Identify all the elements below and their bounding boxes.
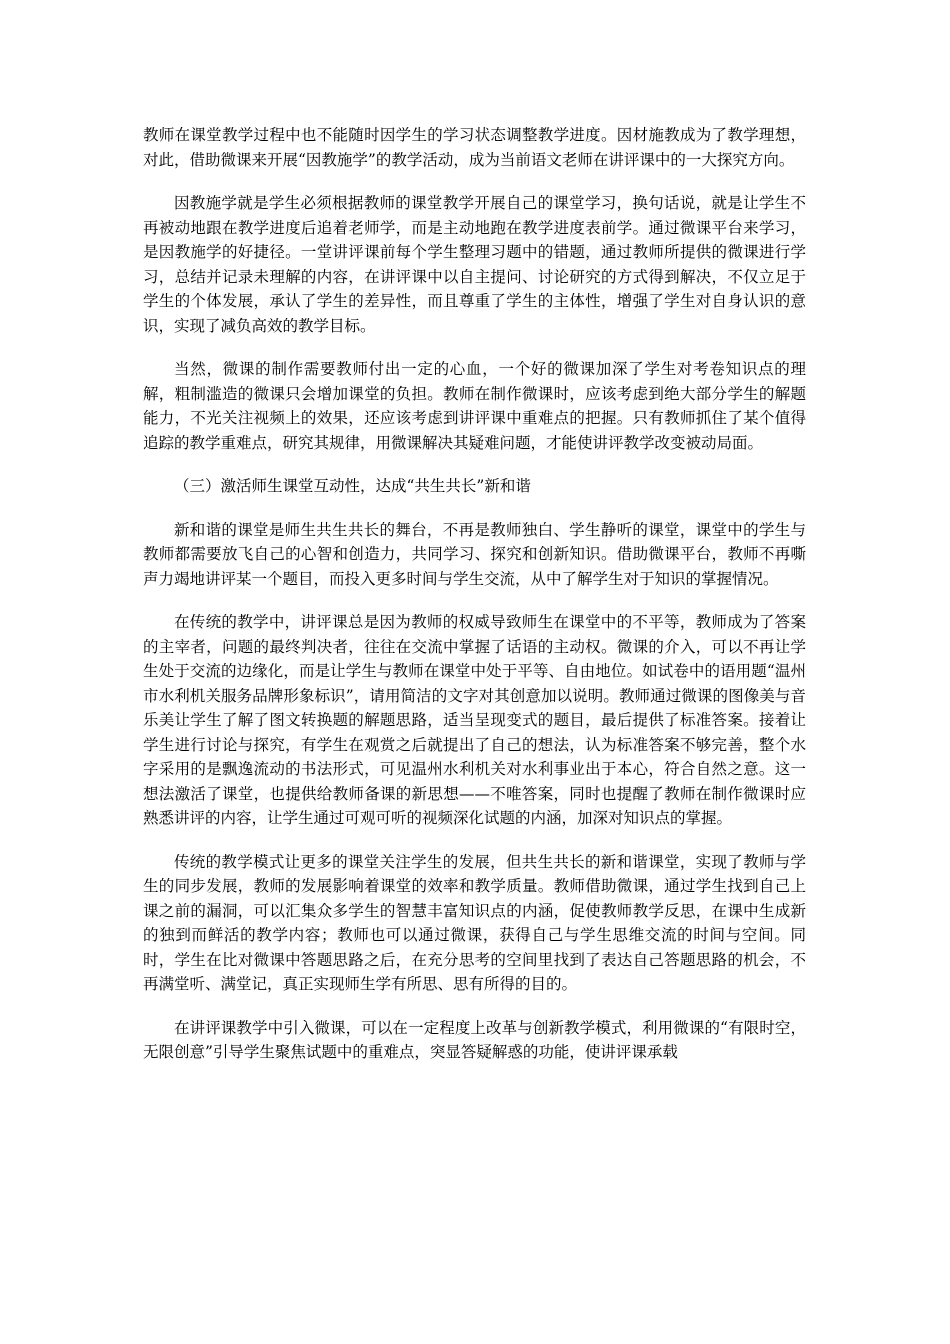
paragraph-traditional-teaching: 在传统的教学中，讲评课总是因为教师的权威导致师生在课堂中的不平等，教师成为了答案的主宰者，问题的最终判决者，往往在交流中掌握了话语的主动权。微课的介入，可以不再让学生处于交流的边缘化，而是让学生与教师在课堂中处于平等、自由地位。如试卷中的语用题“温州市水利机关服务品牌形象标识”，请用简洁的文字对其创意加以说明。教师通过微课的图像美与音乐美让学生了解了图文转换题的解题思路，适当呈现变式的题目，最后提供了标准答案。接着让学生进行讨论与探究，有学生在观赏之后就提出了自己的想法，认为标准答案不够完善，整个水字采用的是飘逸流动的书法形式，可见温州水利机关对水利事业出于本心，符合自然之意。这一想法激活了课堂，也提供给教师备课的新思想——不唯答案，同时也提醒了教师在制作微课时应熟悉讲评的内容，让学生通过可观可听的视频深化试题的内涵，加深对知识点的掌握。 bbox=[143, 613, 806, 827]
paragraph-teaching-by-learning: 因教施学就是学生必须根据教师的课堂教学开展自己的课堂学习，换句话说，就是让学生不再被动地跟在教学进度后追着老师学，而是主动地跑在教学进度表前学。通过微课平台来学习，是因教施学的好捷径。一堂讲评课前每个学生整理习题中的错题，通过教师所提供的微课进行学习，总结并记录未理解的内容，在讲评课中以自主提问、讨论研究的方式得到解决，不仅立足于学生的个体发展，承认了学生的差异性，而且尊重了学生的主体性，增强了学生对自身认识的意识，实现了减负高效的教学目标。 bbox=[143, 194, 806, 335]
paragraph-microlesson-production: 当然，微课的制作需要教师付出一定的心血，一个好的微课加深了学生对考卷知识点的理解，粗制滥造的微课只会增加课堂的负担。教师在制作微课时，应该考虑到绝大部分学生的解题能力，不光关注视频上的效果，还应该考虑到讲评课中重难点的把握。只有教师抓住了某个值得追踪的教学重难点，研究其规律，用微课解决其疑难问题，才能使讲评教学改变被动局面。 bbox=[143, 360, 806, 452]
paragraph-continuation: 教师在课堂教学过程中也不能随时因学生的学习状态调整教学进度。因材施教成为了教学理想，对此，借助微课来开展“因教施学”的教学活动，成为当前语文老师在讲评课中的一大探究方向。 bbox=[143, 126, 806, 169]
paragraph-co-development: 传统的教学模式让更多的课堂关注学生的发展，但共生共长的新和谐课堂，实现了教师与学生的同步发展，教师的发展影响着课堂的效率和教学质量。教师借助微课，通过学生找到自己上课之前的漏洞，可以汇集众多学生的智慧丰富知识点的内涵，促使教师教学反思，在课中生成新的独到而鲜活的教学内容；教师也可以通过微课，获得自己与学生思维交流的时间与空间。同时，学生在比对微课中答题思路之后，在充分思考的空间里找到了表达自己答题思路的机会，不再满堂听、满堂记，真正实现师生学有所思、思有所得的目的。 bbox=[143, 852, 806, 993]
section-heading: （三）激活师生课堂互动性，达成“共生共长”新和谐 bbox=[174, 477, 531, 495]
document-body bbox=[143, 123, 806, 1084]
paragraph-conclusion: 在讲评课教学中引入微课，可以在一定程度上改革与创新教学模式，利用微课的“有限时空，无限创意”引导学生聚焦试题中的重难点，突显答疑解惑的功能，使讲评课承载 bbox=[143, 1018, 806, 1061]
paragraph-harmonious-classroom: 新和谐的课堂是师生共生共长的舞台，不再是教师独白、学生静听的课堂，课堂中的学生与教师都需要放飞自己的心智和创造力，共同学习、探究和创新知识。借助微课平台，教师不再嘶声力竭地讲评某一个题目，而投入更多时间与学生交流，从中了解学生对于知识的掌握情况。 bbox=[143, 520, 806, 588]
